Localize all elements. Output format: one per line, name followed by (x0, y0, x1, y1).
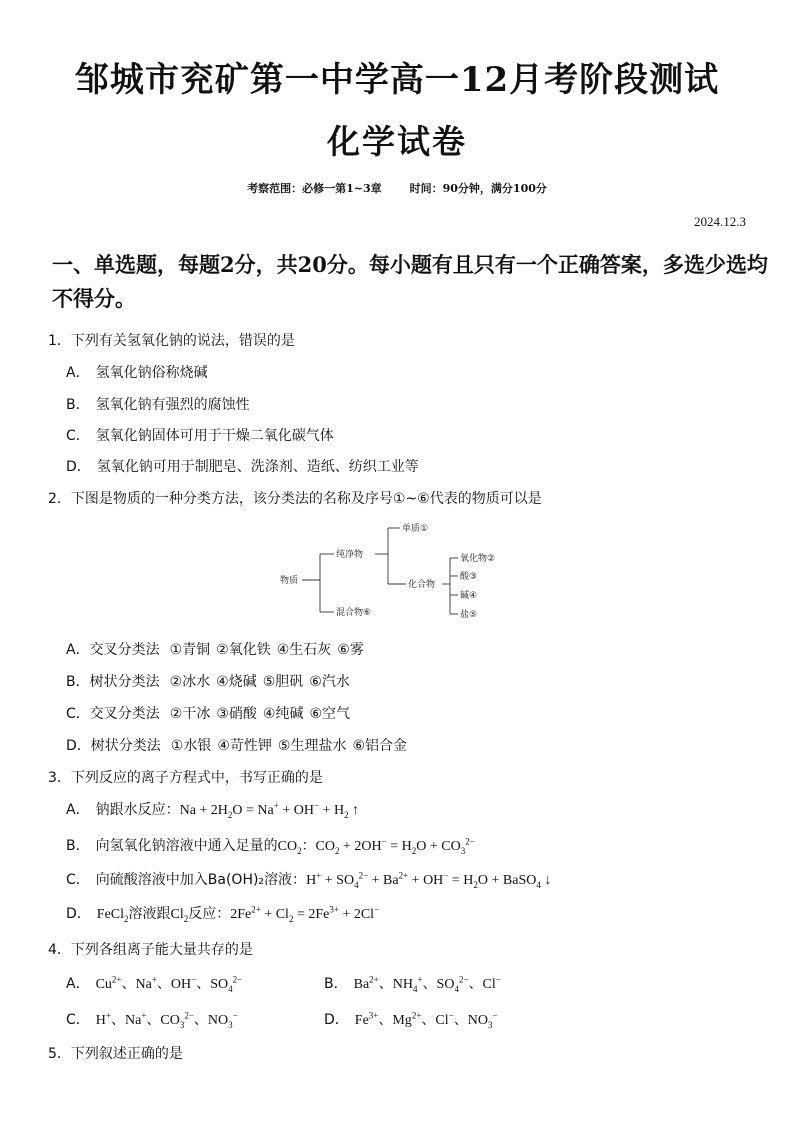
q1-option-a (66, 362, 208, 382)
option-text: 溶液跟 (128, 906, 171, 922)
option-item: ④生石灰 (276, 642, 332, 658)
option-item: ⑥空气 (309, 706, 351, 722)
option-item: ⑤生理盐水 (277, 738, 347, 754)
option-label: A． (66, 365, 90, 381)
option-label: A． (66, 976, 90, 992)
ion-list: $Cu^{2+}$、Na+、OH−、$SO_4^{2-}$ (95, 974, 243, 994)
ion-list: $Ba^{2+}$、$NH_4^+$、$SO_4^{2-}$、Cl− (353, 974, 501, 994)
option-label: C． (66, 872, 90, 888)
option-label: B． (66, 838, 90, 854)
option-label: B． (324, 976, 348, 992)
option-item: ⑥汽水 (309, 674, 350, 690)
node-salt: 盐⑤ (460, 610, 478, 620)
equation: $2Fe^{2+} + Cl_2 = 2Fe^{3+} + 2Cl^-$ (230, 904, 380, 924)
node-oxide: 氧化物② (460, 554, 496, 564)
option-label: C． (66, 706, 90, 722)
q3-option-c (66, 869, 551, 890)
q4-option-c (66, 1009, 238, 1030)
q4-option-a (66, 973, 242, 994)
equation: $Cl_2$ (170, 907, 189, 924)
node-mixture: 混合物⑥ (336, 608, 372, 618)
option-item: ①水银 (170, 738, 212, 754)
question-2-stem: 2．下图是物质的一种分类方法，该分类法的名称及序号①~⑥代表的物质可以是 (48, 491, 542, 507)
equation: $CO_2$：$CO_2 + 2OH^- = H_2O + CO_3^{2-}$ (277, 836, 475, 856)
page-subtitle: 化学试卷 (327, 122, 467, 161)
question-5-stem: 5．下列叙述正确的是 (48, 1046, 183, 1062)
q2-option-d (66, 735, 413, 755)
option-text: 钠跟水反应： (95, 802, 180, 818)
option-label: A． (66, 642, 90, 658)
option-method: 交叉分类法 (89, 706, 160, 722)
option-item: ④苛性钾 (217, 738, 272, 754)
node-pure: 纯净物 (336, 550, 364, 560)
option-method: 树状分类法 (89, 674, 160, 690)
option-item: ②冰水 (169, 674, 211, 690)
equation: $Na + 2H_2O = Na^+ + OH^- + H_2$ ↑ (179, 800, 360, 820)
page-title: 邹城市兖矿第一中学高一12月考阶段测试 (74, 60, 720, 100)
option-method: 树状分类法 (90, 738, 161, 754)
option-item: ⑥雾 (337, 642, 364, 658)
q1-option-c (66, 425, 334, 445)
option-text: 向硫酸溶液中加入Ba(OH)₂溶液： (95, 872, 307, 888)
q3-option-b (66, 835, 475, 856)
node-compound: 化合物 (408, 580, 436, 590)
option-label: D． (66, 459, 91, 475)
option-label: C． (66, 428, 90, 444)
option-item: ④纯碱 (262, 706, 304, 722)
option-label: D． (66, 906, 91, 922)
option-label: C． (66, 1012, 90, 1028)
ion-list: $Fe^{3+}$、$Mg^{2+}$、Cl−、$NO_3^-$ (354, 1010, 498, 1030)
option-item: ⑤胆矾 (262, 674, 304, 690)
option-text: 反应： (188, 906, 231, 922)
classification-tree-diagram (270, 518, 530, 626)
option-text: 氢氧化钠有强烈的腐蚀性 (95, 397, 250, 413)
option-text: 氢氧化钠可用于制肥皂、洗涤剂、造纸、纺织工业等 (96, 459, 419, 475)
node-base: 碱④ (460, 591, 478, 601)
option-text: 氢氧化钠固体可用于干燥二氧化碳气体 (95, 428, 334, 444)
exam-date: 2024.12.3 (694, 214, 746, 229)
scope-text: 考察范围：必修一第1~3章 (247, 182, 382, 195)
q2-option-c (66, 703, 356, 723)
q3-option-d (66, 903, 379, 924)
ion-list: H+、Na+、$CO_3^{2-}$、$NO_3^-$ (95, 1010, 238, 1030)
option-label: D． (66, 738, 91, 754)
q4-option-d (324, 1009, 498, 1030)
option-method: 交叉分类法 (89, 642, 160, 658)
option-item: ③硝酸 (216, 706, 257, 722)
node-element: 单质① (402, 524, 429, 534)
option-item: ①青铜 (169, 642, 211, 658)
equation: $H^+ + SO_4^{2-} + Ba^{2+} + OH^- = H_2O$ + BaSO$_4$ ↓ (306, 870, 552, 890)
exam-scope (0, 180, 794, 196)
option-label: D． (324, 1012, 349, 1028)
section-heading: 一、单选题，每题2分，共20分。每小题有且只有一个正确答案，多选少选均不得分。 (52, 252, 768, 311)
option-item: ④烧碱 (216, 674, 257, 690)
q2-option-a (66, 639, 370, 659)
option-label: B． (66, 674, 90, 690)
q1-option-b (66, 394, 250, 414)
equation: FeCl$_2$ (96, 907, 129, 924)
option-text: 氢氧化钠俗称烧碱 (95, 365, 208, 381)
option-label: B． (66, 397, 90, 413)
q1-option-d (66, 456, 419, 476)
node-acid: 酸③ (460, 572, 478, 582)
q4-option-b (324, 973, 501, 994)
option-item: ⑥铝合金 (352, 738, 408, 754)
option-label: A． (66, 802, 90, 818)
time-text: 时间：90分钟，满分100分 (409, 182, 547, 195)
q2-option-b (66, 671, 356, 691)
question-4-stem: 4．下列各组离子能大量共存的是 (48, 942, 253, 958)
node-root: 物质 (280, 576, 299, 586)
option-item: ②干冰 (169, 706, 211, 722)
option-text: 向氢氧化钠溶液中通入足量的 (95, 838, 278, 854)
q3-option-a (66, 799, 359, 820)
question-3-stem: 3．下列反应的离子方程式中，书写正确的是 (48, 770, 323, 786)
question-1-stem: 1．下列有关氢氧化钠的说法，错误的是 (48, 333, 295, 349)
option-item: ②氧化铁 (216, 642, 271, 658)
